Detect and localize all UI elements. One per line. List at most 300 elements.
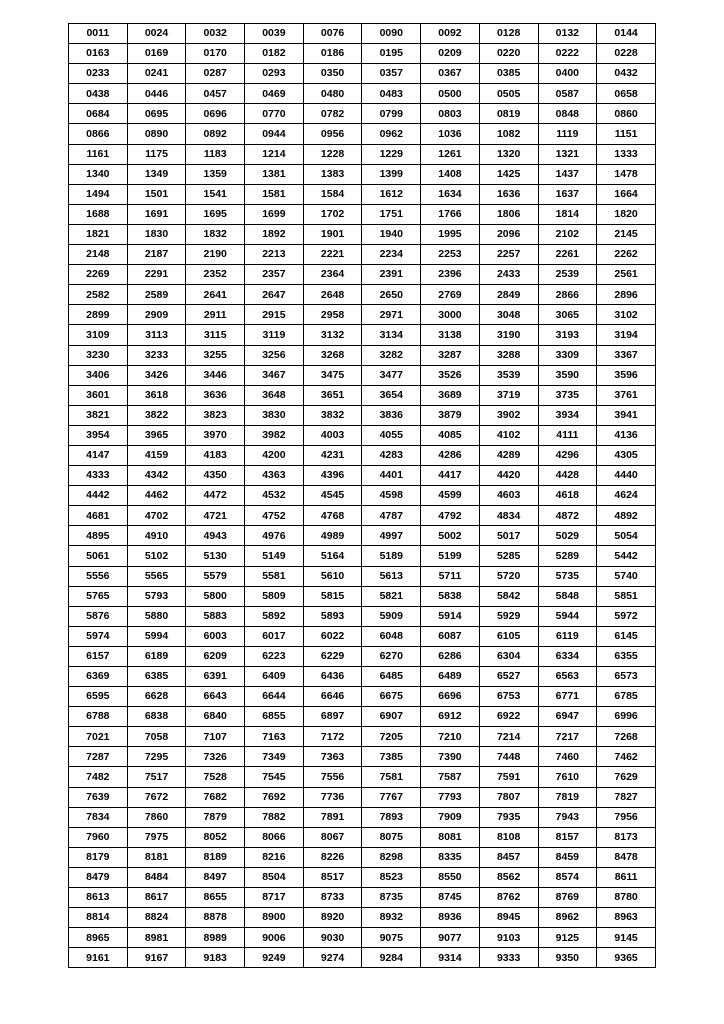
table-cell: 8067 bbox=[303, 827, 362, 847]
table-cell: 3477 bbox=[362, 365, 421, 385]
table-cell: 6022 bbox=[303, 626, 362, 646]
table-cell: 3426 bbox=[127, 365, 186, 385]
table-cell: 1399 bbox=[362, 164, 421, 184]
table-cell: 5880 bbox=[127, 606, 186, 626]
table-cell: 0011 bbox=[69, 24, 128, 44]
table-cell: 3832 bbox=[303, 405, 362, 425]
table-cell: 2253 bbox=[421, 245, 480, 265]
table-row bbox=[69, 285, 656, 305]
table-row bbox=[69, 84, 656, 104]
table-cell: 6485 bbox=[362, 667, 421, 687]
table-row bbox=[69, 687, 656, 707]
table-cell: 6048 bbox=[362, 626, 421, 646]
table-cell: 9161 bbox=[69, 948, 128, 968]
table-cell: 7295 bbox=[127, 747, 186, 767]
table-cell: 5851 bbox=[597, 586, 656, 606]
table-cell: 4305 bbox=[597, 445, 656, 465]
table-cell: 1699 bbox=[245, 204, 304, 224]
table-cell: 6785 bbox=[597, 687, 656, 707]
table-cell: 4721 bbox=[186, 506, 245, 526]
table-cell: 0500 bbox=[421, 84, 480, 104]
table-cell: 1820 bbox=[597, 204, 656, 224]
table-cell: 5809 bbox=[245, 586, 304, 606]
table-cell: 7893 bbox=[362, 807, 421, 827]
table-cell: 7287 bbox=[69, 747, 128, 767]
table-cell: 6119 bbox=[538, 626, 597, 646]
table-cell: 3618 bbox=[127, 385, 186, 405]
table-cell: 5102 bbox=[127, 546, 186, 566]
table-cell: 1359 bbox=[186, 164, 245, 184]
table-cell: 0090 bbox=[362, 24, 421, 44]
table-cell: 7462 bbox=[597, 747, 656, 767]
table-cell: 7943 bbox=[538, 807, 597, 827]
table-cell: 3233 bbox=[127, 345, 186, 365]
table-cell: 4943 bbox=[186, 526, 245, 546]
table-cell: 1830 bbox=[127, 224, 186, 244]
table-cell: 4618 bbox=[538, 486, 597, 506]
table-cell: 1637 bbox=[538, 184, 597, 204]
table-cell: 9333 bbox=[479, 948, 538, 968]
table-cell: 0469 bbox=[245, 84, 304, 104]
table-cell: 2909 bbox=[127, 305, 186, 325]
table-cell: 0848 bbox=[538, 104, 597, 124]
table-cell: 2269 bbox=[69, 265, 128, 285]
table-cell: 1702 bbox=[303, 204, 362, 224]
table-cell: 6087 bbox=[421, 626, 480, 646]
table-cell: 3113 bbox=[127, 325, 186, 345]
table-cell: 3282 bbox=[362, 345, 421, 365]
table-cell: 1349 bbox=[127, 164, 186, 184]
table-cell: 2148 bbox=[69, 245, 128, 265]
table-cell: 0803 bbox=[421, 104, 480, 124]
table-row bbox=[69, 305, 656, 325]
table-row bbox=[69, 667, 656, 687]
table-cell: 4183 bbox=[186, 445, 245, 465]
table-cell: 6907 bbox=[362, 707, 421, 727]
table-cell: 4442 bbox=[69, 486, 128, 506]
table-cell: 7736 bbox=[303, 787, 362, 807]
table-cell: 6409 bbox=[245, 667, 304, 687]
table-cell: 6563 bbox=[538, 667, 597, 687]
table-cell: 1501 bbox=[127, 184, 186, 204]
table-cell: 4200 bbox=[245, 445, 304, 465]
table-row bbox=[69, 104, 656, 124]
table-cell: 1383 bbox=[303, 164, 362, 184]
table-cell: 2145 bbox=[597, 224, 656, 244]
table-cell: 3902 bbox=[479, 405, 538, 425]
table-cell: 0944 bbox=[245, 124, 304, 144]
table-cell: 6355 bbox=[597, 646, 656, 666]
table-cell: 7672 bbox=[127, 787, 186, 807]
table-cell: 4681 bbox=[69, 506, 128, 526]
table-cell: 6209 bbox=[186, 646, 245, 666]
table-cell: 6145 bbox=[597, 626, 656, 646]
table-cell: 5848 bbox=[538, 586, 597, 606]
table-cell: 7639 bbox=[69, 787, 128, 807]
table-row bbox=[69, 365, 656, 385]
table-row bbox=[69, 546, 656, 566]
table-cell: 4472 bbox=[186, 486, 245, 506]
table-cell: 8733 bbox=[303, 888, 362, 908]
table-cell: 5149 bbox=[245, 546, 304, 566]
table-cell: 4872 bbox=[538, 506, 597, 526]
table-row bbox=[69, 144, 656, 164]
table-cell: 5720 bbox=[479, 566, 538, 586]
table-cell: 8108 bbox=[479, 827, 538, 847]
table-cell: 8081 bbox=[421, 827, 480, 847]
table-cell: 8611 bbox=[597, 867, 656, 887]
table-cell: 4599 bbox=[421, 486, 480, 506]
table-cell: 3255 bbox=[186, 345, 245, 365]
table-row bbox=[69, 245, 656, 265]
table-cell: 2582 bbox=[69, 285, 128, 305]
table-cell: 2539 bbox=[538, 265, 597, 285]
table-cell: 1381 bbox=[245, 164, 304, 184]
table-cell: 4428 bbox=[538, 466, 597, 486]
table-cell: 4111 bbox=[538, 425, 597, 445]
table-cell: 6788 bbox=[69, 707, 128, 727]
table-cell: 8216 bbox=[245, 847, 304, 867]
table-cell: 7556 bbox=[303, 767, 362, 787]
table-cell: 5994 bbox=[127, 626, 186, 646]
table-cell: 0866 bbox=[69, 124, 128, 144]
table-cell: 4055 bbox=[362, 425, 421, 445]
table-cell: 5892 bbox=[245, 606, 304, 626]
table-cell: 6643 bbox=[186, 687, 245, 707]
table-row bbox=[69, 506, 656, 526]
table-row bbox=[69, 867, 656, 887]
table-cell: 3934 bbox=[538, 405, 597, 425]
table-cell: 6573 bbox=[597, 667, 656, 687]
table-cell: 0169 bbox=[127, 44, 186, 64]
table-cell: 5017 bbox=[479, 526, 538, 546]
table-cell: 3288 bbox=[479, 345, 538, 365]
table-cell: 7891 bbox=[303, 807, 362, 827]
table-cell: 2849 bbox=[479, 285, 538, 305]
table-cell: 4420 bbox=[479, 466, 538, 486]
table-cell: 7827 bbox=[597, 787, 656, 807]
table-cell: 8157 bbox=[538, 827, 597, 847]
table-row bbox=[69, 184, 656, 204]
table-cell: 5765 bbox=[69, 586, 128, 606]
table-cell: 5579 bbox=[186, 566, 245, 586]
table-cell: 7591 bbox=[479, 767, 538, 787]
table-cell: 6675 bbox=[362, 687, 421, 707]
table-cell: 7326 bbox=[186, 747, 245, 767]
table-cell: 1478 bbox=[597, 164, 656, 184]
table-cell: 6646 bbox=[303, 687, 362, 707]
table-cell: 8479 bbox=[69, 867, 128, 887]
table-cell: 3648 bbox=[245, 385, 304, 405]
table-cell: 2911 bbox=[186, 305, 245, 325]
table-cell: 2102 bbox=[538, 224, 597, 244]
table-cell: 8478 bbox=[597, 847, 656, 867]
table-cell: 1183 bbox=[186, 144, 245, 164]
table-cell: 3636 bbox=[186, 385, 245, 405]
table-cell: 0385 bbox=[479, 64, 538, 84]
table-cell: 4834 bbox=[479, 506, 538, 526]
table-cell: 6644 bbox=[245, 687, 304, 707]
table-row bbox=[69, 586, 656, 606]
table-cell: 4462 bbox=[127, 486, 186, 506]
table-cell: 7390 bbox=[421, 747, 480, 767]
table-cell: 8963 bbox=[597, 908, 656, 928]
table-cell: 8562 bbox=[479, 867, 538, 887]
table-cell: 0432 bbox=[597, 64, 656, 84]
table-cell: 9365 bbox=[597, 948, 656, 968]
table-cell: 3982 bbox=[245, 425, 304, 445]
table-cell: 1161 bbox=[69, 144, 128, 164]
table-cell: 3194 bbox=[597, 325, 656, 345]
table-cell: 4989 bbox=[303, 526, 362, 546]
table-cell: 7517 bbox=[127, 767, 186, 787]
table-cell: 4396 bbox=[303, 466, 362, 486]
table-cell: 4363 bbox=[245, 466, 304, 486]
table-cell: 3689 bbox=[421, 385, 480, 405]
table-cell: 3367 bbox=[597, 345, 656, 365]
table-cell: 2971 bbox=[362, 305, 421, 325]
table-cell: 2433 bbox=[479, 265, 538, 285]
table-cell: 0890 bbox=[127, 124, 186, 144]
table-cell: 6527 bbox=[479, 667, 538, 687]
table-cell: 4787 bbox=[362, 506, 421, 526]
table-cell: 3965 bbox=[127, 425, 186, 445]
table-cell: 2352 bbox=[186, 265, 245, 285]
table-cell: 8335 bbox=[421, 847, 480, 867]
table-cell: 8523 bbox=[362, 867, 421, 887]
table-cell: 8457 bbox=[479, 847, 538, 867]
table-row bbox=[69, 425, 656, 445]
table-cell: 2190 bbox=[186, 245, 245, 265]
table-cell: 3590 bbox=[538, 365, 597, 385]
table-cell: 9145 bbox=[597, 928, 656, 948]
table-cell: 6947 bbox=[538, 707, 597, 727]
table-cell: 5893 bbox=[303, 606, 362, 626]
table-cell: 3651 bbox=[303, 385, 362, 405]
table-cell: 8504 bbox=[245, 867, 304, 887]
table-cell: 0182 bbox=[245, 44, 304, 64]
table-row bbox=[69, 807, 656, 827]
table-cell: 6189 bbox=[127, 646, 186, 666]
table-cell: 6840 bbox=[186, 707, 245, 727]
table-cell: 5029 bbox=[538, 526, 597, 546]
table-cell: 9350 bbox=[538, 948, 597, 968]
table-cell: 9103 bbox=[479, 928, 538, 948]
table-cell: 7210 bbox=[421, 727, 480, 747]
table-cell: 1581 bbox=[245, 184, 304, 204]
table-cell: 8226 bbox=[303, 847, 362, 867]
table-cell: 5130 bbox=[186, 546, 245, 566]
table-cell: 6157 bbox=[69, 646, 128, 666]
table-cell: 7268 bbox=[597, 727, 656, 747]
table-cell: 2648 bbox=[303, 285, 362, 305]
table-cell: 5442 bbox=[597, 546, 656, 566]
table-cell: 4417 bbox=[421, 466, 480, 486]
table-row bbox=[69, 164, 656, 184]
table-cell: 5821 bbox=[362, 586, 421, 606]
table-cell: 5054 bbox=[597, 526, 656, 546]
table-cell: 0039 bbox=[245, 24, 304, 44]
table-cell: 6369 bbox=[69, 667, 128, 687]
table-cell: 6223 bbox=[245, 646, 304, 666]
table-cell: 8484 bbox=[127, 867, 186, 887]
table-cell: 8981 bbox=[127, 928, 186, 948]
table-cell: 3526 bbox=[421, 365, 480, 385]
table-cell: 4598 bbox=[362, 486, 421, 506]
table-cell: 1695 bbox=[186, 204, 245, 224]
table-cell: 3830 bbox=[245, 405, 304, 425]
table-cell: 0819 bbox=[479, 104, 538, 124]
table-cell: 1261 bbox=[421, 144, 480, 164]
table-row bbox=[69, 727, 656, 747]
table-cell: 8075 bbox=[362, 827, 421, 847]
table-cell: 6838 bbox=[127, 707, 186, 727]
table-cell: 0076 bbox=[303, 24, 362, 44]
table-cell: 7793 bbox=[421, 787, 480, 807]
table-cell: 4892 bbox=[597, 506, 656, 526]
table-cell: 4147 bbox=[69, 445, 128, 465]
table-cell: 9284 bbox=[362, 948, 421, 968]
table-row bbox=[69, 405, 656, 425]
table-cell: 5740 bbox=[597, 566, 656, 586]
table-cell: 5815 bbox=[303, 586, 362, 606]
table-cell: 0024 bbox=[127, 24, 186, 44]
table-cell: 1320 bbox=[479, 144, 538, 164]
table-cell: 0457 bbox=[186, 84, 245, 104]
table-cell: 3735 bbox=[538, 385, 597, 405]
table-cell: 3309 bbox=[538, 345, 597, 365]
table-cell: 1541 bbox=[186, 184, 245, 204]
table-cell: 2261 bbox=[538, 245, 597, 265]
table-cell: 1664 bbox=[597, 184, 656, 204]
table-cell: 1494 bbox=[69, 184, 128, 204]
numbers-table bbox=[68, 23, 656, 968]
table-cell: 0241 bbox=[127, 64, 186, 84]
table-cell: 1082 bbox=[479, 124, 538, 144]
table-cell: 2899 bbox=[69, 305, 128, 325]
table-cell: 2641 bbox=[186, 285, 245, 305]
table-cell: 0446 bbox=[127, 84, 186, 104]
table-cell: 7767 bbox=[362, 787, 421, 807]
table-cell: 6922 bbox=[479, 707, 538, 727]
table-cell: 9125 bbox=[538, 928, 597, 948]
table-cell: 3000 bbox=[421, 305, 480, 325]
table-cell: 0696 bbox=[186, 104, 245, 124]
table-cell: 5613 bbox=[362, 566, 421, 586]
table-cell: 4136 bbox=[597, 425, 656, 445]
table-cell: 3230 bbox=[69, 345, 128, 365]
table-cell: 5164 bbox=[303, 546, 362, 566]
table-cell: 6229 bbox=[303, 646, 362, 666]
table-cell: 8052 bbox=[186, 827, 245, 847]
table-cell: 4286 bbox=[421, 445, 480, 465]
table-cell: 0658 bbox=[597, 84, 656, 104]
table-cell: 3654 bbox=[362, 385, 421, 405]
table-cell: 2391 bbox=[362, 265, 421, 285]
table-cell: 2650 bbox=[362, 285, 421, 305]
table-cell: 3406 bbox=[69, 365, 128, 385]
table-cell: 3719 bbox=[479, 385, 538, 405]
table-cell: 8814 bbox=[69, 908, 128, 928]
table-cell: 1832 bbox=[186, 224, 245, 244]
table-cell: 6105 bbox=[479, 626, 538, 646]
table-cell: 9167 bbox=[127, 948, 186, 968]
table-cell: 1408 bbox=[421, 164, 480, 184]
table-cell: 9030 bbox=[303, 928, 362, 948]
table-cell: 2896 bbox=[597, 285, 656, 305]
table-cell: 9006 bbox=[245, 928, 304, 948]
table-cell: 4283 bbox=[362, 445, 421, 465]
table-cell: 2221 bbox=[303, 245, 362, 265]
table-cell: 3102 bbox=[597, 305, 656, 325]
table-cell: 5944 bbox=[538, 606, 597, 626]
table-cell: 3596 bbox=[597, 365, 656, 385]
table-cell: 6385 bbox=[127, 667, 186, 687]
table-cell: 6270 bbox=[362, 646, 421, 666]
table-cell: 7834 bbox=[69, 807, 128, 827]
table-row bbox=[69, 224, 656, 244]
table-cell: 7205 bbox=[362, 727, 421, 747]
table-cell: 1036 bbox=[421, 124, 480, 144]
table-cell: 0438 bbox=[69, 84, 128, 104]
table-cell: 3941 bbox=[597, 405, 656, 425]
table-row bbox=[69, 124, 656, 144]
table-cell: 0400 bbox=[538, 64, 597, 84]
table-row bbox=[69, 948, 656, 968]
table-cell: 5974 bbox=[69, 626, 128, 646]
table-cell: 0293 bbox=[245, 64, 304, 84]
table-cell: 7807 bbox=[479, 787, 538, 807]
table-cell: 2357 bbox=[245, 265, 304, 285]
table-cell: 2958 bbox=[303, 305, 362, 325]
table-cell: 0962 bbox=[362, 124, 421, 144]
table-cell: 8762 bbox=[479, 888, 538, 908]
table-cell: 5002 bbox=[421, 526, 480, 546]
table-cell: 2364 bbox=[303, 265, 362, 285]
table-cell: 8717 bbox=[245, 888, 304, 908]
table-cell: 3821 bbox=[69, 405, 128, 425]
table-cell: 7528 bbox=[186, 767, 245, 787]
table-cell: 0587 bbox=[538, 84, 597, 104]
table-cell: 7819 bbox=[538, 787, 597, 807]
table-cell: 0128 bbox=[479, 24, 538, 44]
table-cell: 1228 bbox=[303, 144, 362, 164]
table-cell: 0684 bbox=[69, 104, 128, 124]
table-row bbox=[69, 466, 656, 486]
table-cell: 5972 bbox=[597, 606, 656, 626]
table-cell: 3065 bbox=[538, 305, 597, 325]
table-row bbox=[69, 747, 656, 767]
table-cell: 1691 bbox=[127, 204, 186, 224]
table-cell: 5838 bbox=[421, 586, 480, 606]
table-cell: 8769 bbox=[538, 888, 597, 908]
table-cell: 8824 bbox=[127, 908, 186, 928]
table-row bbox=[69, 486, 656, 506]
table-cell: 7021 bbox=[69, 727, 128, 747]
table-cell: 1634 bbox=[421, 184, 480, 204]
table-cell: 3539 bbox=[479, 365, 538, 385]
table-cell: 0892 bbox=[186, 124, 245, 144]
table-cell: 8189 bbox=[186, 847, 245, 867]
table-cell: 7058 bbox=[127, 727, 186, 747]
table-cell: 2257 bbox=[479, 245, 538, 265]
table-cell: 9249 bbox=[245, 948, 304, 968]
table-cell: 7692 bbox=[245, 787, 304, 807]
table-cell: 5914 bbox=[421, 606, 480, 626]
table-cell: 5929 bbox=[479, 606, 538, 626]
table-cell: 6436 bbox=[303, 667, 362, 687]
table-cell: 8989 bbox=[186, 928, 245, 948]
